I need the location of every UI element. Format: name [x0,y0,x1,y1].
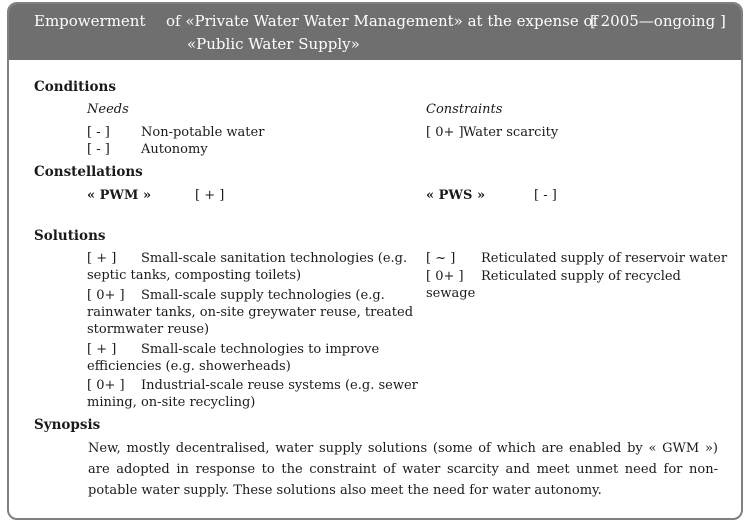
solutions-heading: Solutions [34,228,106,244]
constellation-left-name: « PWM » [87,188,152,203]
header-period: [ 2005—ongoing ] [590,12,726,30]
solution-tag: [ + ] [87,342,117,357]
solution-text-cont: sewage [426,286,476,301]
conditions-heading: Conditions [34,79,116,95]
card-header [9,4,741,60]
need-text: Autonomy [141,142,208,157]
solution-tag: [ 0+ ] [87,378,125,393]
solution-text: Small-scale sanitation technologies (e.g. [141,251,408,266]
need-text: Non-potable water [141,125,265,140]
solution-text-cont: rainwater tanks, on-site greywater reuse, treated [87,305,414,320]
synopsis-text: New, mostly decentralised, water supply solutions (some of which are enabled by « GWM ») are adopted in response to the constraint of water scarcity and meet unmet need for non-potable water supply. These solutions also meet the need for water autonomy. [88,441,718,498]
constellation-right-name: « PWS » [426,188,486,203]
solution-tag: [ 0+ ] [87,288,125,303]
constraint-tag: [ 0+ ] [426,125,464,140]
solution-text-cont: stormwater reuse) [87,322,210,337]
constraint-text: Water scarcity [463,125,559,140]
solution-text-cont: mining, on-site recycling) [87,395,256,410]
constellation-left-tag: [ + ] [195,188,225,203]
solution-tag: [ + ] [87,251,117,266]
synopsis-heading: Synopsis [34,417,101,433]
solution-tag: [ 0+ ] [426,269,464,284]
constraints-label: Constraints [426,102,503,117]
need-tag: [ - ] [87,125,110,140]
solution-tag: [ ~ ] [426,251,456,266]
solution-text: Industrial-scale reuse systems (e.g. sewer [141,378,418,393]
needs-label: Needs [87,102,129,117]
solution-text-cont: efficiencies (e.g. showerheads) [87,359,291,374]
solution-text: Reticulated supply of recycled [481,269,681,284]
solution-text: Small-scale supply technologies (e.g. [141,288,385,303]
scenario-card [7,2,743,520]
constellation-right-tag: [ - ] [534,188,557,203]
solution-text: Small-scale technologies to improve [141,342,380,357]
header-verb: Empowerment [34,12,146,30]
header-expense-line: «Public Water Supply» [187,35,360,53]
solution-text-cont: septic tanks, composting toilets) [87,268,302,283]
solution-text: Reticulated supply of reservoir water [481,251,728,266]
need-tag: [ - ] [87,142,110,157]
constellations-heading: Constellations [34,164,143,180]
header-of-line: of «Private Water Water Management» at the expense of [166,12,599,30]
